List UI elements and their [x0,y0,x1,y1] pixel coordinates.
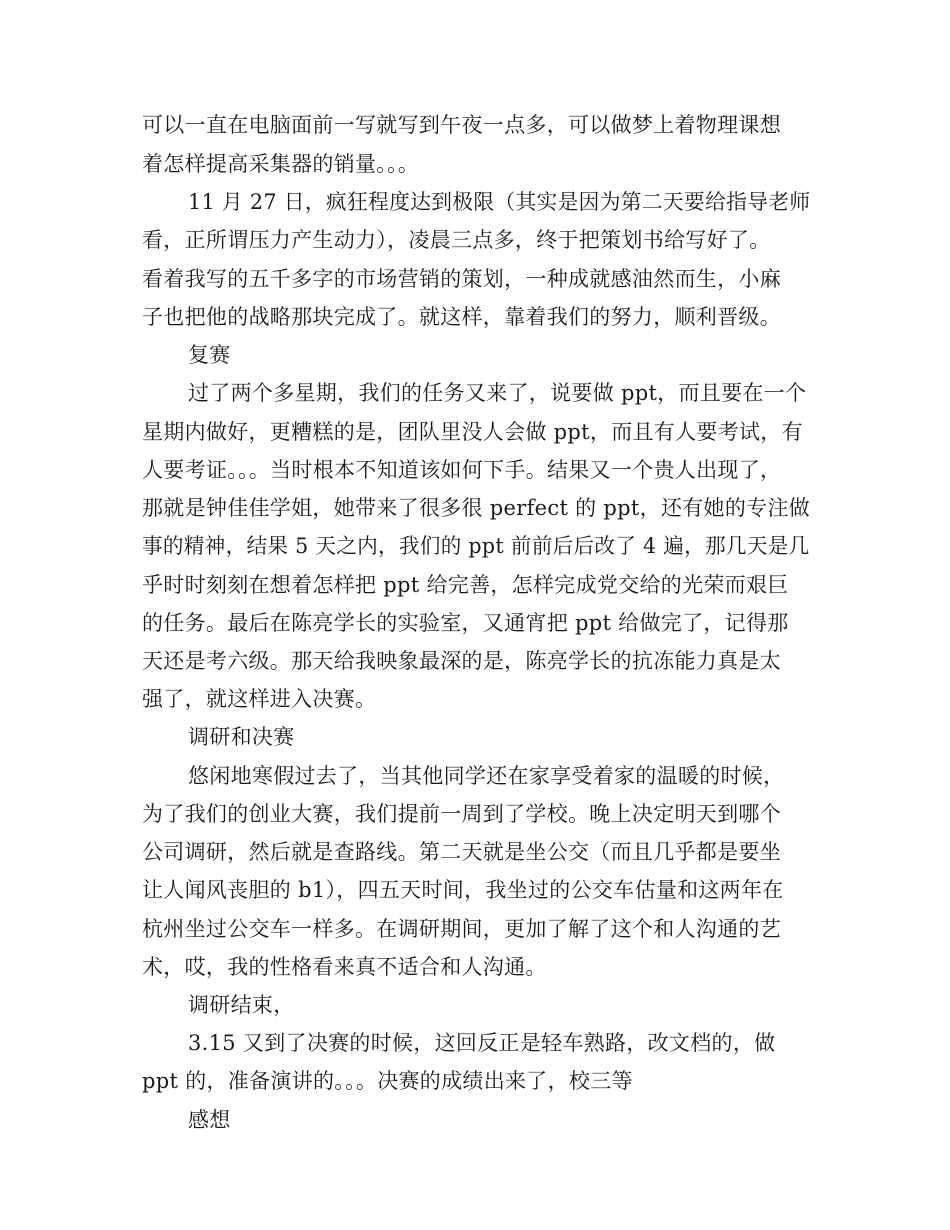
text-line: 可以一直在电脑面前一写就写到午夜一点多，可以做梦上着物理课想 [142,113,781,137]
text-line: 11 月 27 日，疯狂程度达到极限（其实是因为第二天要给指导老师 [188,190,811,214]
text-line: ppt 的，准备演讲的。。。决赛的成绩出来了，校三等 [142,1069,633,1093]
section-heading: 感想 [188,1108,231,1132]
section-heading: 复赛 [188,343,231,367]
text-line: 悠闲地寒假过去了，当其他同学还在家享受着家的温暖的时候， [188,764,785,788]
text-line: 杭州坐过公交车一样多。在调研期间，更加了解了这个和人沟通的艺 [142,917,781,941]
text-line: 术，哎，我的性格看来真不适合和人沟通。 [142,955,547,979]
text-line: 着怎样提高采集器的销量。。。 [142,152,420,176]
text-line: 人要考证。。。当时根本不知道该如何下手。结果又一个贵人出现了， [142,458,782,482]
text-line: 子也把他的战略那块完成了。就这样，靠着我们的努力，顺利晋级。 [142,305,781,329]
section-heading: 调研和决赛 [188,725,295,749]
text-line: 强了，就这样进入决赛。 [142,687,377,711]
text-line: 那就是钟佳佳学姐，她带来了很多很 perfect 的 ppt，还有她的专注做 [142,496,811,520]
text-line: 事的精神，结果 5 天之内，我们的 ppt 前前后后改了 4 遍，那几天是几 [142,534,810,558]
text-line: 乎时时刻刻在想着怎样把 ppt 给完善，怎样完成党交给的光荣而艰巨 [142,573,789,597]
text-line: 看，正所谓压力产生动力），凌晨三点多，终于把策划书给写好了。 [142,228,771,252]
text-line: 过了两个多星期，我们的任务又来了，说要做 ppt，而且要在一个 [188,381,807,405]
text-line: 公司调研，然后就是查路线。第二天就是坐公交（而且几乎都是要坐 [142,840,781,864]
text-line: 的任务。最后在陈亮学长的实验室，又通宵把 ppt 给做完了，记得那 [142,611,789,635]
text-line: 看着我写的五千多字的市场营销的策划，一种成就感油然而生，小麻 [142,267,781,291]
text-line: 让人闻风丧胆的 b1），四五天时间，我坐过的公交车估量和这两年在 [142,878,784,902]
text-line: 天还是考六级。那天给我映象最深的是，陈亮学长的抗冻能力真是太 [142,649,781,673]
text-line: 3.15 又到了决赛的时候，这回反正是轻车熟路，改文档的，做 [188,1031,776,1055]
text-line: 星期内做好，更糟糕的是，团队里没人会做 ppt，而且有人要考试，有 [142,420,803,444]
section-heading: 调研结束， [188,993,295,1017]
text-line: 为了我们的创业大赛，我们提前一周到了学校。晚上决定明天到哪个 [142,802,781,826]
